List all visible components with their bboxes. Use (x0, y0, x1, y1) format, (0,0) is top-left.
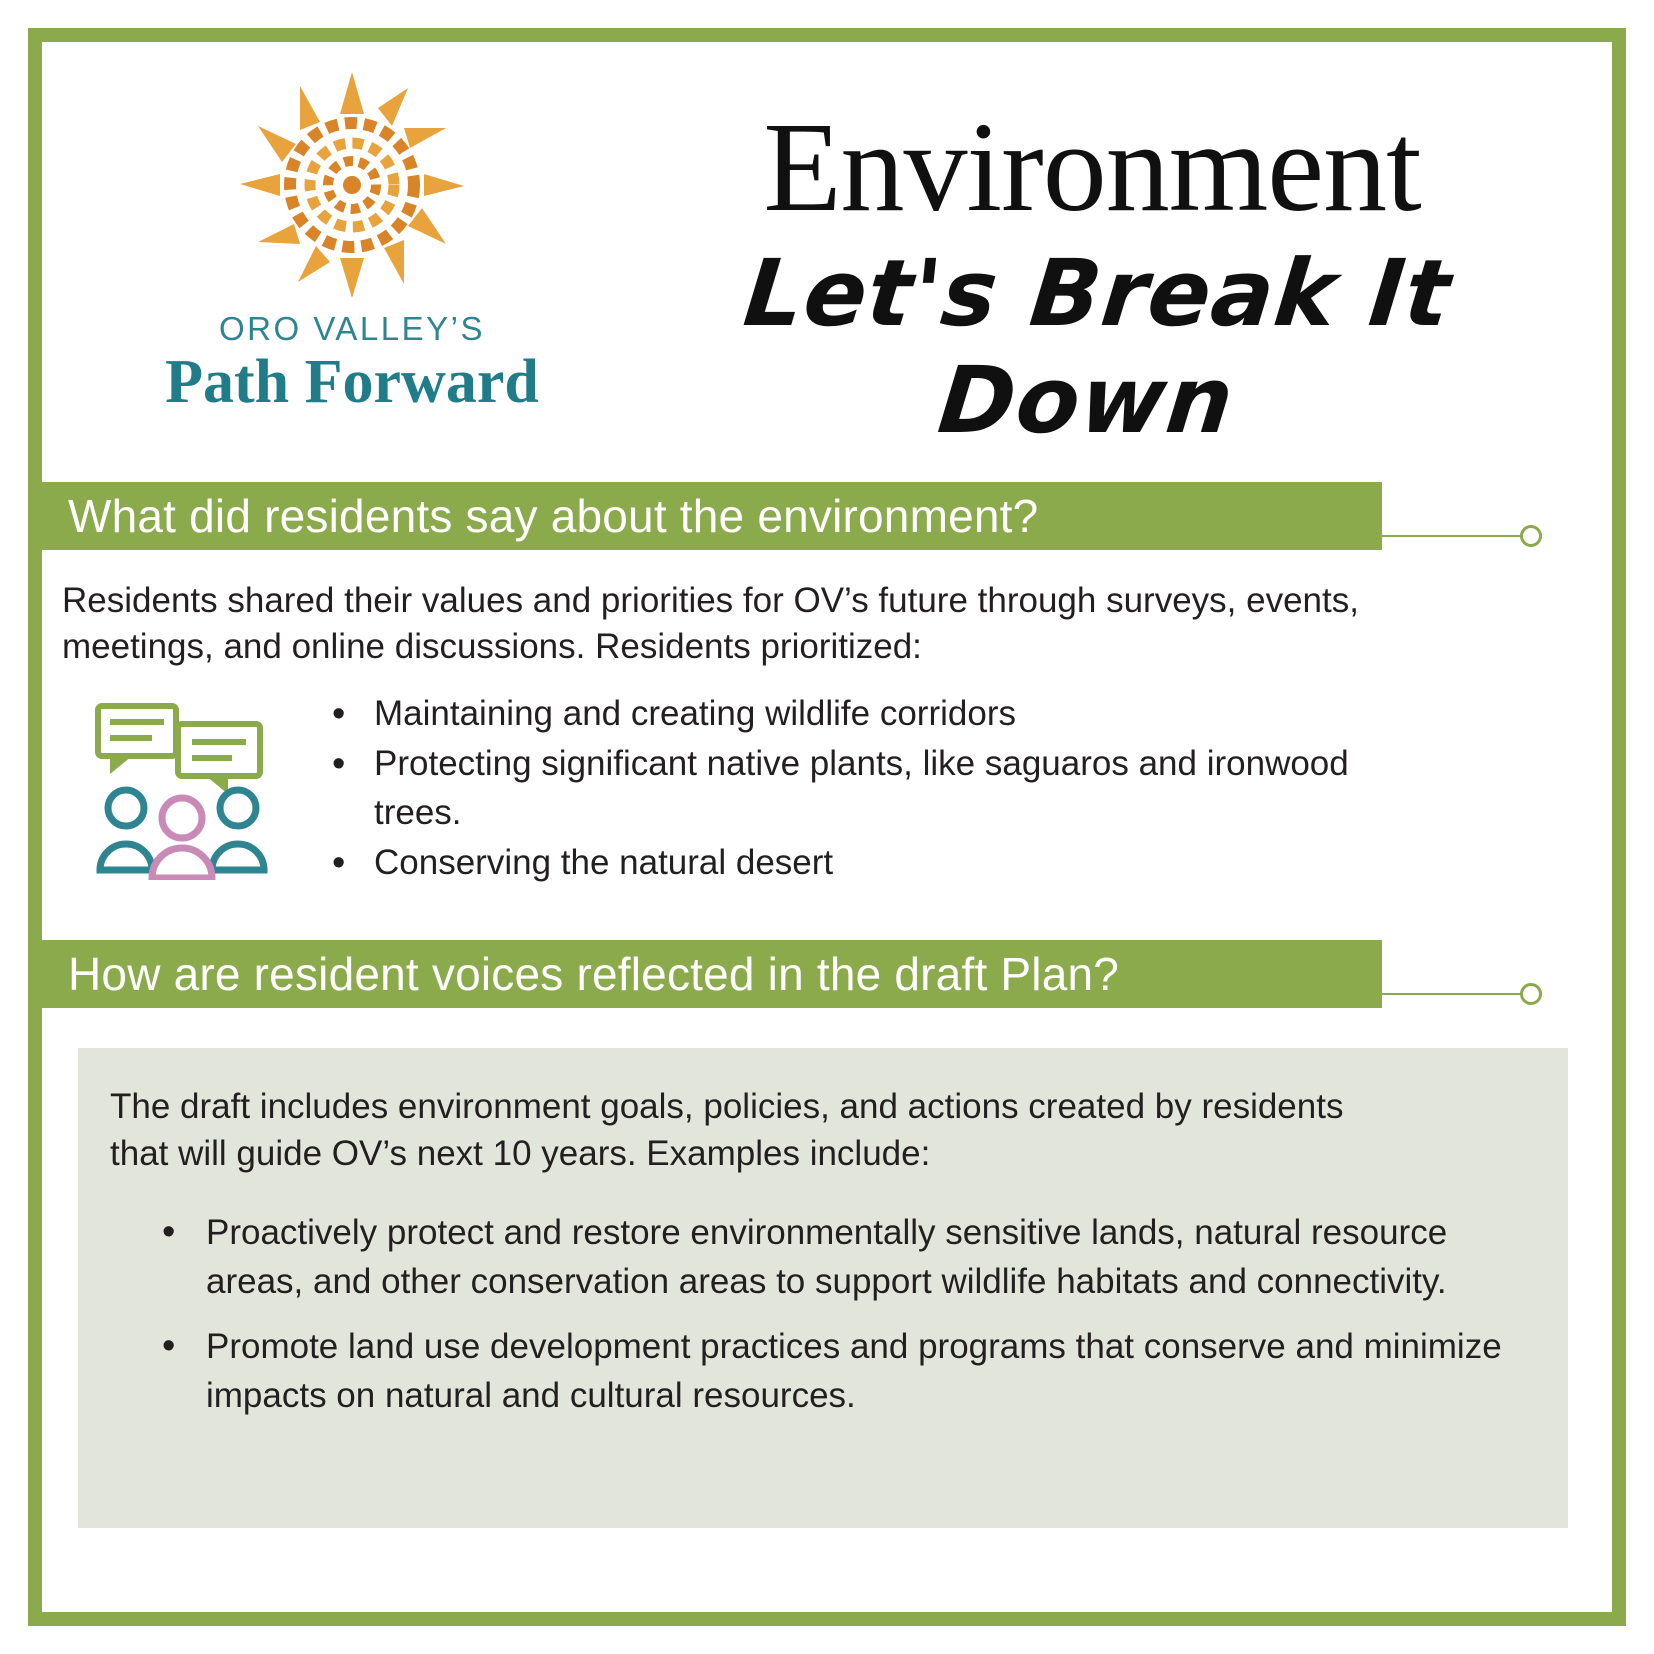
section-1-intro: Residents shared their values and priorities for OV’s future through surveys, events, meetings, and online discussions. Residents prioritized: (62, 581, 1359, 667)
section-1-bullet-list (320, 690, 1440, 889)
logo-line-1: ORO VALLEY’S (219, 310, 485, 347)
connector-dot-1 (1520, 525, 1542, 547)
section-banner-2-label: How are resident voices reflected in the draft Plan? (68, 948, 1120, 1000)
list-item: • Protecting significant native plants, like saguaros and ironwood trees. (320, 740, 1440, 837)
section-2-panel (78, 1048, 1568, 1528)
speech-bubbles-people-icon (92, 700, 292, 880)
sun-spiral-icon (232, 70, 472, 300)
page-subtitle: Let's Break It Down (739, 240, 1456, 455)
list-item: • Conserving the natural desert (320, 839, 1440, 887)
title-block (602, 96, 1582, 455)
list-item: • Proactively protect and restore environmentally sensitive lands, natural resource areas, and other conservation areas to support wildlife habitats and connectivity. (152, 1208, 1542, 1306)
connector-dot-2 (1520, 983, 1542, 1005)
connector-line-1 (1382, 535, 1522, 537)
list-item: • Promote land use development practices and programs that conserve and minimize impacts on natural and cultural resources. (152, 1322, 1542, 1420)
section-banner-1 (42, 482, 1382, 550)
section-2-bullet-list (152, 1208, 1542, 1436)
section-2-intro: The draft includes environment goals, policies, and actions created by residents that will guide OV’s next 10 years. Examples include: (110, 1087, 1344, 1173)
list-item: • Maintaining and creating wildlife corridors (320, 690, 1440, 738)
header (42, 42, 1612, 472)
connector-line-2 (1382, 993, 1522, 995)
section-banner-1-label: What did residents say about the environment? (68, 490, 1039, 542)
logo-block (152, 70, 552, 415)
logo-line-2: Path Forward (165, 348, 539, 416)
section-banner-2 (42, 940, 1382, 1008)
page-title: Environment (763, 96, 1421, 238)
